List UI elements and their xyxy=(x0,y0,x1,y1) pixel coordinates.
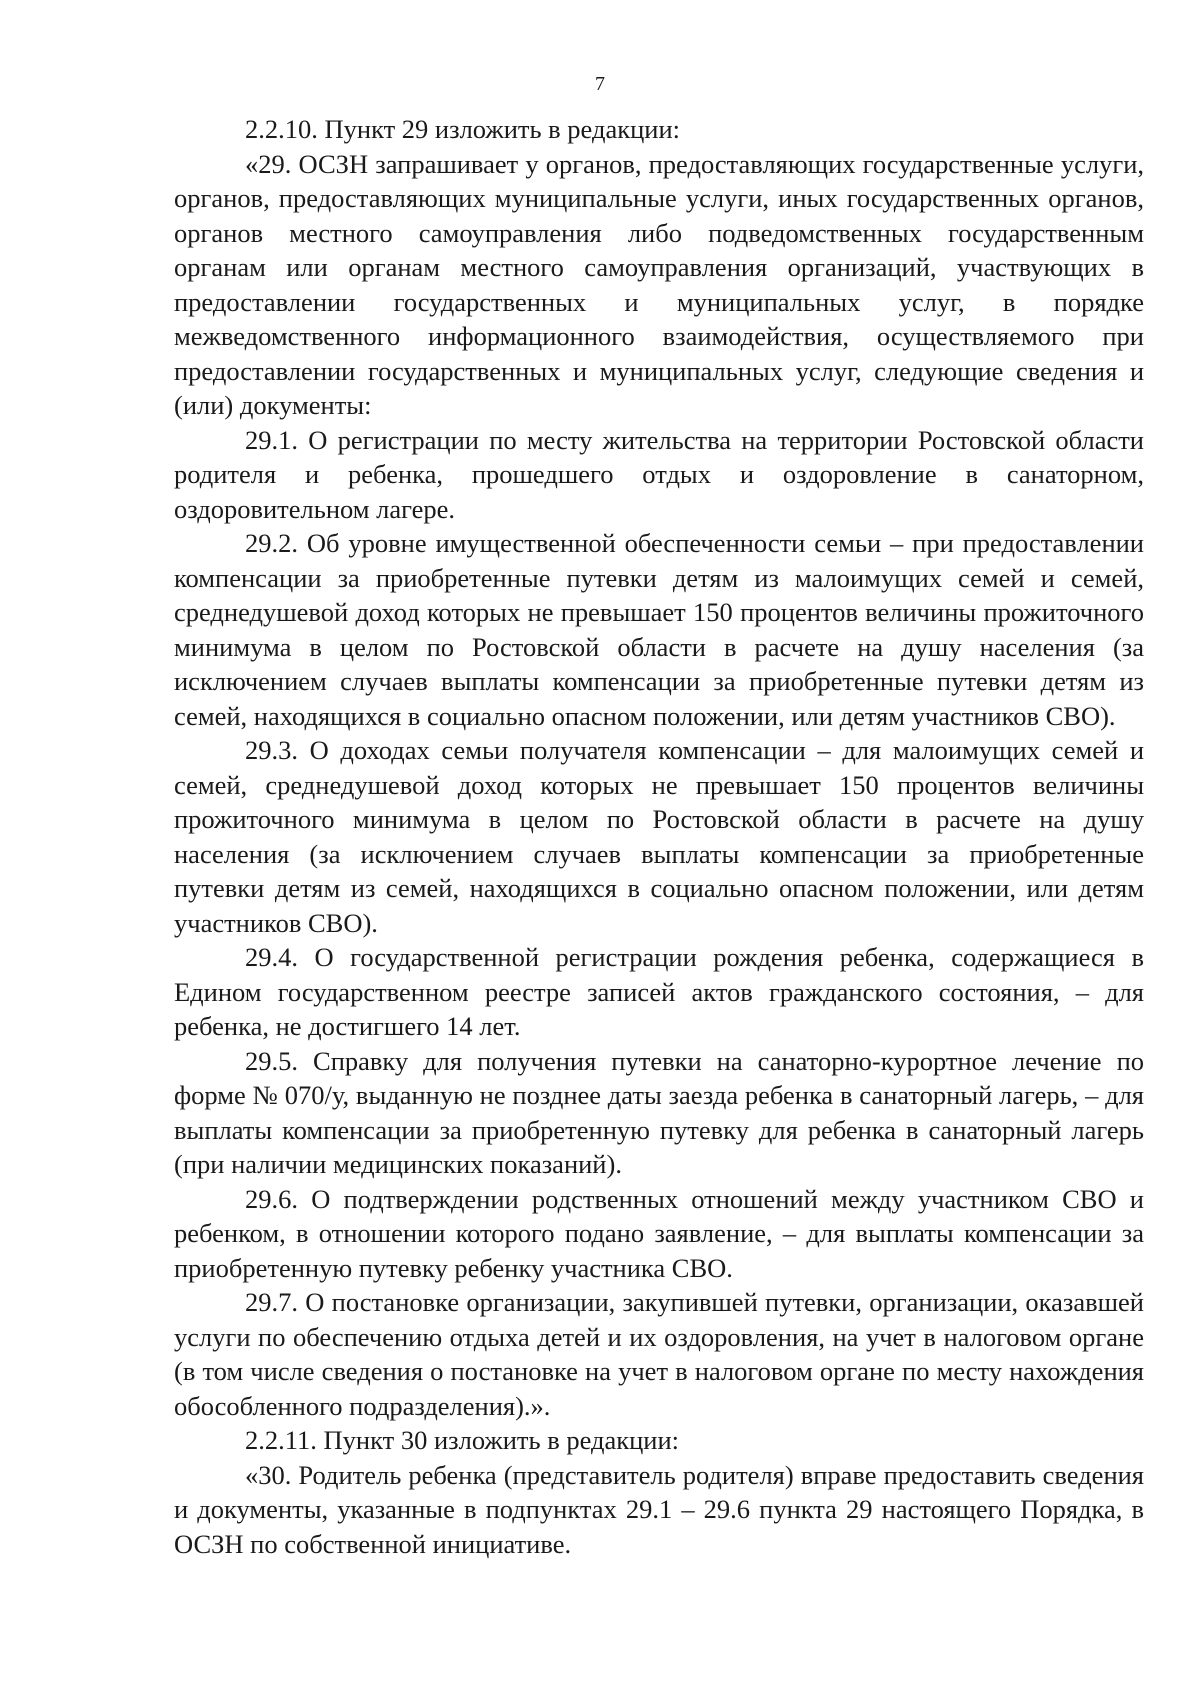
paragraph-29-4: 29.4. О государственной регистрации рождения ребенка, содержащиеся в Едином государственном реестре записей актов гражданского состояния, – для ребенка, не достигшего 14 лет. xyxy=(174,942,1144,1041)
paragraph-29-6: 29.6. О подтверждении родственных отношений между участником СВО и ребенком, в отношении которого подано заявление, – для выплаты компенсации за приобретенную путевку ребенку участника СВО. xyxy=(174,1183,1144,1283)
paragraph-29: «29. ОСЗН запрашивает у органов, предоставляющих государственные услуги, органов, предоставляющих муниципальные услуги, иных государственных органов, органов местного самоуправления либо подведомственных государственным органам или органам местного самоуправления организаций, участвующих в предоставлении государственных и муниципальных услуг, в порядке межведомственного информационного взаимодействия, осуществляемого при предоставлении государственных и муниципальных услуг, следующие сведения и (или) документы: xyxy=(174,148,1144,420)
paragraph-29-3: 29.3. О доходах семьи получателя компенсации – для малоимущих семей и семей, среднедушевой доход которых не превышает 150 процентов величины прожиточного минимума в целом по Ростовской области в расчете на душу населения (за исключением случаев выплаты компенсации за приобретенные путевки детям из семей, находящихся в социально опасном положении, или детям участников СВО). xyxy=(174,735,1144,938)
paragraph-29-1: 29.1. О регистрации по месту жительства на территории Ростовской области родителя и ребенка, прошедшего отдых и оздоровление в санаторном, оздоровительном лагере. xyxy=(174,424,1144,524)
paragraph-2-2-10: 2.2.10. Пункт 29 изложить в редакции: xyxy=(245,114,680,144)
document-body xyxy=(174,112,1144,1561)
paragraph-29-5: 29.5. Справку для получения путевки на санаторно-курортное лечение по форме № 070/у, выданную не позднее даты заезда ребенка в санаторный лагерь, – для выплаты компенсации за приобретенную путевку для ребенка в санаторный лагерь (при наличии медицинских показаний). xyxy=(174,1045,1144,1179)
paragraph-29-2: 29.2. Об уровне имущественной обеспеченности семьи – при предоставлении компенсации за приобретенные путевки детям из малоимущих семей и семей, среднедушевой доход которых не превышает 150 процентов величины прожиточного минимума в целом по Ростовской области в расчете на душу населения (за исключением случаев выплаты компенсации за приобретенные путевки детям из семей, находящихся в социально опасном положении, или детям участников СВО). xyxy=(174,528,1144,731)
page-number: 7 xyxy=(595,73,605,95)
paragraph-30: «30. Родитель ребенка (представитель родителя) вправе предоставить сведения и документы, указанные в подпунктах 29.1 – 29.6 пункта 29 настоящего Порядка, в ОСЗН по собственной инициативе. xyxy=(174,1459,1144,1559)
paragraph-2-2-11: 2.2.11. Пункт 30 изложить в редакции: xyxy=(245,1425,680,1455)
paragraph-29-7: 29.7. О постановке организации, закупившей путевки, организации, оказавшей услуги по обеспечению отдыха детей и их оздоровления, на учет в налоговом органе (в том числе сведения о постановке на учет в налоговом органе по месту нахождения обособленного подразделения).». xyxy=(174,1287,1144,1421)
